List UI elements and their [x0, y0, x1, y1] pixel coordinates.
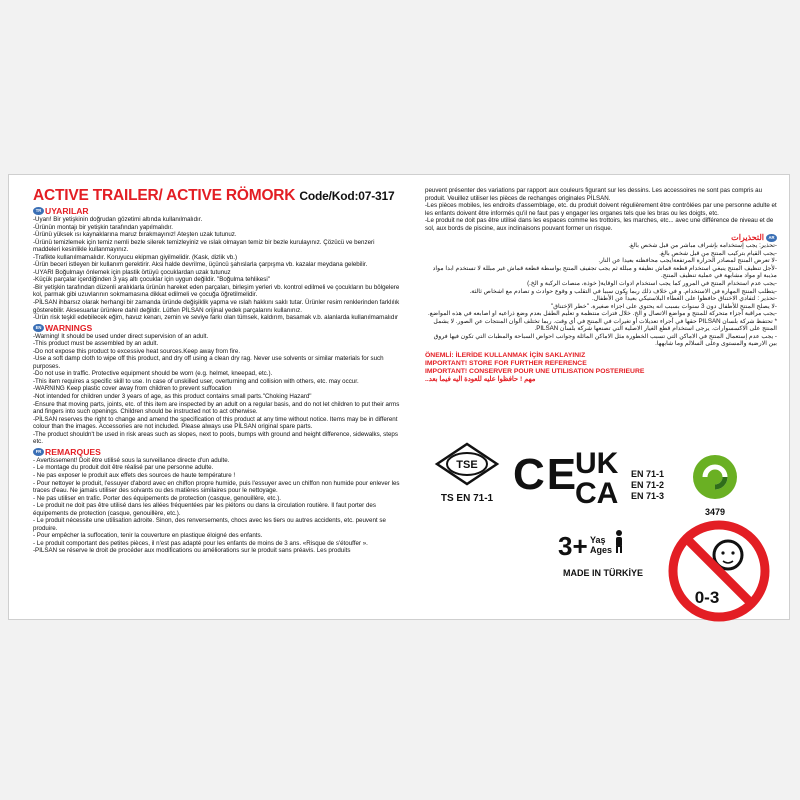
ce-mark: CE — [513, 450, 579, 499]
en-standard-2: EN 71-2 — [631, 480, 665, 490]
made-in: MADE IN TÜRKİYE — [563, 568, 644, 578]
green-dot-number: 3479 — [704, 507, 726, 517]
list-item: -UYARI Boğulmayı önlemek için plastik örtüyü çocuklardan uzak tutunuz — [33, 268, 231, 276]
tse-mark — [437, 444, 497, 504]
important-en: IMPORTANT! STORE FOR FURTHER REFERENCE — [425, 359, 587, 367]
tse-label: TSE — [456, 459, 478, 471]
age-mark — [558, 530, 622, 561]
certification-marks — [425, 439, 785, 629]
section-heading-tr — [33, 206, 403, 216]
ukca-mark — [575, 447, 619, 510]
en-standards — [631, 469, 664, 501]
tse-standard: TS EN 71-1 — [440, 493, 494, 504]
list-item: -Ürünün montajı bir yetişkin tarafından yapılmalıdır. — [33, 223, 173, 231]
list-item: -لا تعرض المنتج لمصادر الحرارة المرتفعة!يجب محافظته بعيدا عن النار. — [598, 257, 777, 265]
language-badge-ar: AR — [766, 234, 777, 242]
list-item: -Küçük parçalar içerdiğinden 3 yaş altı çocuklar için uygun değildir. "Boğulma tehlikesi" — [33, 276, 270, 284]
list-item: -This item requires a specific skill to use. In case of unskilled user, overturning and collision with others, etc. may occur. — [33, 377, 359, 385]
warning-list-en — [33, 333, 403, 446]
list-item: -PILSAN se réserve le droit de procéder aux modifications ou améliorations sur le produit sans préavis. Les produits — [33, 547, 351, 555]
list-item: -لأجل تنظيف المنتج ينبغي استخدام قطعة قماش نظيفة و مبللة ثم يجب تجفيف المنتج بواسطة قطعة قماش غير مبللة لا تستخدم ابدا مواد مذيبة او مواد مشابهة في عملية تنظيف المنتج. — [432, 264, 777, 280]
list-item: - Le montage du produit doit être réalisé par une personne adulte. — [33, 464, 214, 472]
list-item: -Le produit ne doit pas être utilisé dans les espaces comme les trottoirs, les marches, etc... avec une différence de niveau et de sol, aux bords de piscine, aux inclinaisons pouvant former un risque. — [425, 217, 774, 232]
ukca-top: UK — [575, 447, 619, 480]
list-item: -تحذير : لتفادي الاختناق حافظوا على الغطاء البلاستيكي بعيداً عن الأطفال. — [592, 295, 777, 303]
age-word-tr: Yaş — [590, 535, 606, 545]
list-item: -Bir yetişkin tarafından düzenli aralıklarla ürünün hareket eden parçaları, birleşim yerleri vb. kontrol edilmeli ve çocukların bu bölgelere kol, parmak gibi uzuvlarının sokmamasına dikkat edilmeli ve çocuğa öğretilmelidir. — [33, 283, 400, 299]
list-item: -PİLSAN reserves the right to change and amend the specification of this product at any time without notice. Items may be in different colour than the images. Accessories are not included. Please always use PİLSAN original spare parts. — [33, 415, 398, 431]
list-item: -Uyarı! Bir yetişkinin doğrudan gözetimi altında kullanılmalıdır. — [33, 216, 203, 223]
list-item: -WARNING Keep plastic cover away from children to prevent suffocation — [33, 385, 232, 393]
right-column — [425, 187, 777, 607]
list-item: -The product shouldn't be used in risk areas such as slopes, next to pools, bumps with ground and height difference, sidewalks, steps etc. — [33, 430, 398, 446]
list-item: -Do not expose this product to excessive heat sources.Keep away from fire. — [33, 347, 241, 355]
list-item: -تحذير: يجب إستخدامه بإشراف مباشر من قبل شخص بالغ. — [628, 242, 777, 250]
important-notice — [425, 352, 777, 384]
en-standard-3: EN 71-3 — [631, 491, 665, 501]
list-item: -Ürünü temizlemek için temiz nemli bezle silerek temizleyiniz ve ıslak olmayan temiz bir bezle kurulayınız. Çözücü ve benzeri maddeleri kesinlikle kullanmayınız. — [33, 238, 375, 254]
product-code: Code/Kod:07-317 — [299, 189, 395, 203]
ukca-bottom: CA — [575, 477, 619, 510]
important-tr: ÖNEMLİ: İLERİDE KULLANMAK İÇİN SAKLAYINIZ — [425, 351, 586, 359]
list-item: - Le produit ne doit pas être utilisé dans les allées fréquentées par les piétons ou dans la circulation routière. Il faut porter des équipements de protection (casque, genouillère, etc.). — [33, 502, 376, 517]
list-item: -يتطلب المنتج المهارة في الاستخدام. و في خلاف ذلك ربما يكون سببا في التقلب و وقوع حوادث و تصادم مع اشخاص ثالثة. — [469, 287, 777, 295]
age-plus: 3+ — [558, 531, 588, 561]
warning-list-ar — [425, 242, 777, 348]
list-item: -Use a soft damp cloth to wipe off this product, and dry off using a clean dry rag. Never use solvents or similar materials for such purposes. — [33, 355, 384, 370]
list-item: -يجب القيام بتركيب المنتج من قبل شخص بالغ. — [659, 249, 777, 257]
list-item: -This product must be assembled by an adult. — [33, 340, 159, 348]
important-fr: IMPORTANT! CONSERVER POUR UNE UTILISATION POSTERIEURE — [425, 367, 645, 375]
list-item: -Warning! It should be used under direct supervision of an adult. — [33, 332, 209, 340]
heading-en: WARNINGS — [45, 322, 93, 333]
list-item: -Ürün beceri istleyen bir kullanım gerektirir. Aksi halde devrilme, üçüncü şahıslarla çarpışma vb. kazalar meydana gelebilir. — [33, 261, 368, 269]
en-standard-1: EN 71-1 — [631, 469, 665, 479]
section-heading-fr — [33, 447, 403, 457]
section-heading-ar — [425, 233, 777, 242]
list-item: -PİLSAN ihbarsız olarak herhangi bir zamanda üründe değişiklik yapma ve ıslah hakkını saklı tutar. Ürünler resim renklerinden farklılık gösterebilir. Aksesuarlar ürünlere dahil değildir. Lütfen PİLSAN orijinal yedek parçalarını kullanınız. — [33, 299, 400, 314]
product-title — [33, 187, 403, 205]
list-item: -Ensure that moving parts, joints, etc. of this item are inspected by an adult on a regular basis, and do not let children to put their arms and fingers into such openings. Children should be instructed not to act otherwise. — [33, 400, 400, 416]
list-item: -Les pièces mobiles, les endroits d'assemblage, etc. du produit doivent régulièrement être contrôlées par une personne adulte et les enfants doivent être informés qu'il ne faut pas y engager les organes tels que les bras ou les doigts, etc. — [425, 202, 777, 217]
age-word-en: Ages — [590, 545, 613, 555]
not-suitable-under-3-icon — [673, 525, 765, 617]
list-item: - Le produit nécessite une utilisation adroite. Sinon, des renversements, chocs avec les tiers ou autres accidents, etc. peuvent se produire. — [33, 517, 386, 532]
not-suitable-range: 0-3 — [694, 588, 720, 607]
list-item: -Ürün risk teşkil edebilecek eğim, havuz kenarı, zemin ve seviye farkı olan tümsek, kaldırım, basamak v.b. alanlarda kullanılmamalıdır — [33, 314, 399, 322]
language-badge-fr: FR — [33, 448, 44, 456]
language-badge-en: EN — [33, 324, 44, 332]
list-item: - Pour empêcher la suffocation, tenir la couverture en plastique éloigné des enfants. — [33, 532, 263, 540]
list-item: - Ne pas utiliser en trafic. Porter des équipements de protection (casque, genouillère, etc.). — [33, 494, 281, 502]
child-figure-icon — [616, 530, 622, 553]
list-item: - يجب عدم إستعمال المنتج في الاماكن التي تسبب الخطورة مثل الاماكن المائلة وجوانب احواض السباحة والمطبات التي تكون فيها فروق بين الارضية والمستوى وعلى السلالم وما شابهها. — [433, 332, 777, 348]
list-item: -Not intended for children under 3 years of age, as this product contains small parts."Choking Hazard" — [33, 393, 312, 401]
left-column — [33, 187, 403, 555]
warning-list-fr — [33, 457, 403, 555]
green-dot-mark — [693, 455, 737, 517]
list-item: -لا يصلح المنتج للأطفال دون 3 سنوات بسبب انه يحتوي على اجزاء صغيرة. "خطر الإختناق" — [551, 302, 777, 310]
warning-list-fr-continued — [425, 187, 777, 232]
list-item: -Do not use in traffic. Protective equipment should be worn (e.g. helmet, kneepad, etc.). — [33, 370, 273, 378]
list-item: - Ne pas exposer le produit aux effets des sources de haute température ! — [33, 471, 236, 479]
language-badge-tr: TR — [33, 207, 44, 215]
list-item: -يجب مراقبة أجزاء متحركة للمنتج و مواضع الاتصال و الخ. خلال فترات منتظمة و تعليم الطفل بعدم وضع ذراعيه او اصابعه في هذه المواضع. — [428, 310, 777, 318]
product-label — [8, 174, 790, 620]
list-item: - Le produit comportant des petites pièces, il n'est pas adapté pour les enfants de moins de 3 ans. «Risque de s'étouffer ». — [33, 539, 368, 547]
list-item: * تحتفظ شركة بلسان PILSAN حقها في أجراء تعديلات أو تغيرات في المنتج في أي وقت. ربما تختلف ألوان المنتجات عن الصور. لا يشمل المنتج على الاكسسوارات. يرجى استخدام قطع الغيار الاصلية التي تصنعها شركة بلسان PILSAN. — [433, 317, 777, 333]
list-item: - Avertissement! Doit être utilisé sous la surveillance directe d'un adulte. — [33, 456, 230, 464]
heading-tr: UYARILAR — [45, 206, 89, 216]
heading-ar: التحذيرات — [731, 233, 764, 243]
warning-list-tr — [33, 216, 403, 322]
list-item: -Trafikte kullanılmamalıdır. Koruyucu ekipman giyilmelidir. (Kask, dizlik vb.) — [33, 253, 238, 261]
important-ar: مهم ! حافظوا عليه للعودة اليه فيما بعد.. — [425, 375, 536, 383]
title-main: ACTIVE TRAILER/ ACTIVE RÖMORK — [33, 187, 296, 204]
section-heading-en — [33, 323, 403, 333]
heading-fr: REMARQUES — [45, 446, 101, 457]
list-item: - Pour nettoyer le produit, l'essuyer d'abord avec en chiffon propre humide, puis l'essuyer avec un chiffon non humide pour enlever les traces d'eau. Ne jamais utiliser des solvants ou des matières similaires pour le nettoyage. — [33, 479, 400, 495]
list-item: -يجب عدم استخدام المنتج في المرور كما يجب استخدام ادوات الوقاية( خوذة، منصات الركبة و الخ.) — [527, 280, 777, 288]
list-item: -Ürünü yüksek ısı kaynaklarına maruz bırakmayınız! Ateşten uzak tutunuz. — [33, 231, 237, 239]
list-item: peuvent présenter des variations par rapport aux couleurs figurant sur les dessins. Les accessoires ne sont pas compris au produit. Veuillez utiliser les pièces de rechanges originales PİLSAN. — [425, 187, 763, 202]
